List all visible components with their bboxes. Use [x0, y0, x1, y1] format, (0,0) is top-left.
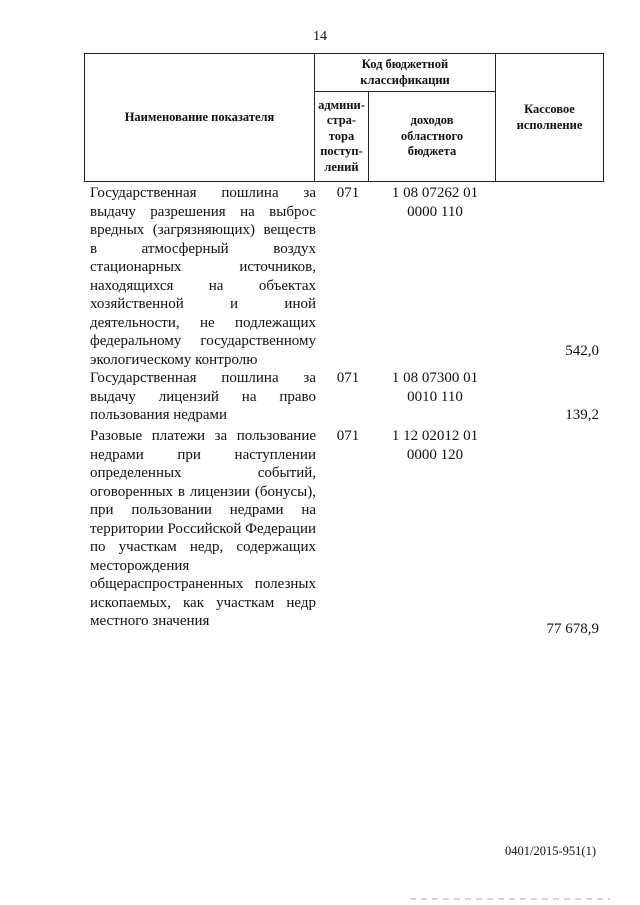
header-admin-column: админи- стра- тора поступ- лений [318, 97, 365, 174]
header-name-column: Наименование показателя [124, 109, 275, 124]
row-admin-code: 071 [336, 428, 360, 444]
row-admin-code: 071 [336, 185, 360, 201]
header-code-group: Код бюджетной классификации [360, 57, 450, 87]
scan-artifact [410, 898, 610, 900]
row-income-code: 1 08 07300 01 0010 110 [391, 370, 479, 405]
row-amount: 139,2 [565, 407, 599, 423]
document-code: 0401/2015-951(1) [505, 844, 596, 858]
row-name: Государственная пошлина за выдачу разрешения на выброс вредных (загрязняющих) веществ в атмосферный воздух стационарных источников, находящихся на объектах хозяйственной и иной деятельности, не подлежащих федеральному государственному экологическому контролю [90, 185, 316, 368]
row-name: Государственная пошлина за выдачу лицензий на право пользования недрами [90, 370, 316, 423]
header-income-column: доходов областного бюджета [400, 113, 464, 159]
row-income-code: 1 08 07262 01 0000 110 [391, 185, 479, 220]
row-name: Разовые платежи за пользование недрами при наступлении определенных событий, оговоренных в лицензии (бонусы), при пользовании недрами на территории Российской Федерации по участкам недр, содержащих месторождения общераспространенных полезных ископаемых, как участкам недр местного значения [90, 428, 316, 629]
header-amount-column: Кассовое исполнение [516, 102, 583, 132]
row-amount: 77 678,9 [546, 621, 599, 637]
row-income-code: 1 12 02012 01 0000 120 [391, 428, 479, 463]
page-number: 14 [313, 29, 327, 44]
row-admin-code: 071 [336, 370, 360, 386]
table-header [84, 53, 604, 182]
row-amount: 542,0 [565, 343, 599, 359]
